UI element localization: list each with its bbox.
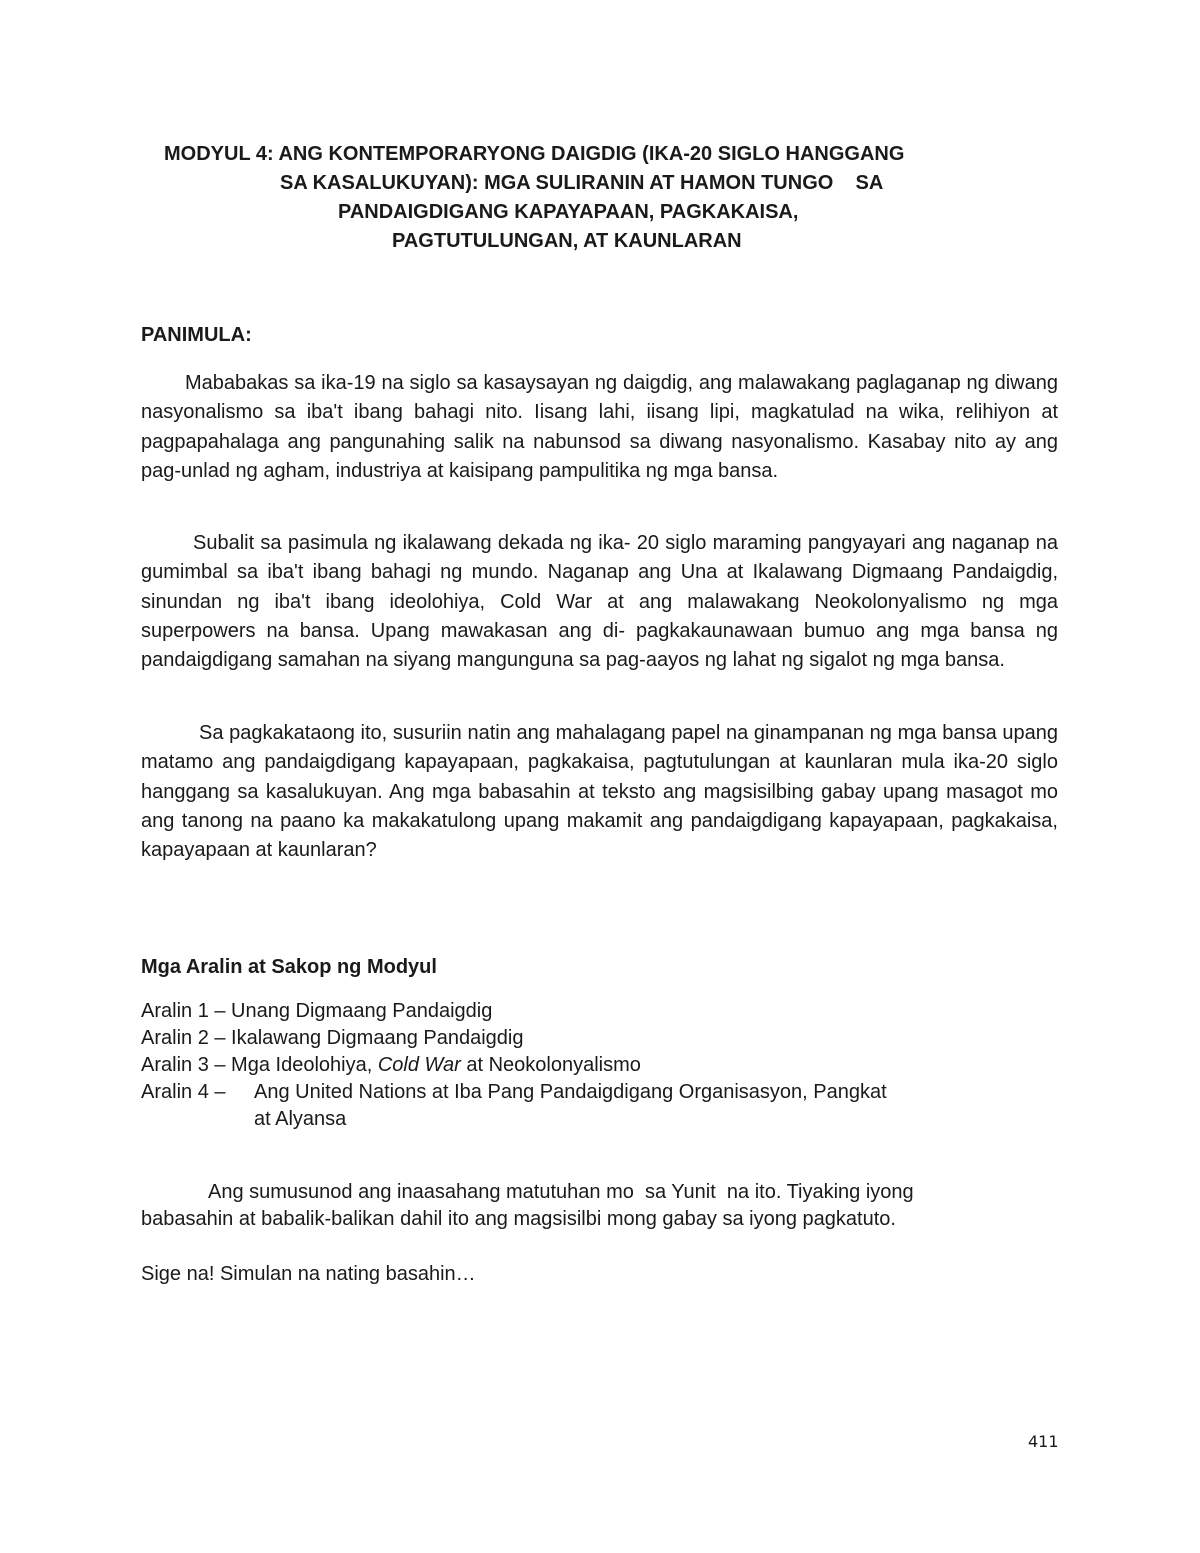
aralin-item-2: Aralin 2 – Ikalawang Digmaang Pandaigdig: [141, 1027, 524, 1049]
aralin-item-3-suffix: at Neokolonyalismo: [460, 1054, 641, 1076]
title-line-3: PANDAIGDIGANG KAPAYAPAAN, PAGKAKAISA,: [338, 201, 799, 223]
panimula-paragraph-3: Sa pagkakataong ito, susuriin natin ang mahalagang papel na ginampanan ng mga bansa upang matamo ang pandaigdigang kapayapaan, pagkakaisa, pagtutulungan at kaunlaran mula ika-20 siglo hanggang sa kasalukuyan. Ang mga babasahin at teksto ang magsisilbing gabay upang masagot mo ang tanong na paano ka makakatulong upang makamit ang pandaigdigang kapayapaan, pagkakaisa, kapayapaan at kaunlaran?: [141, 722, 1058, 862]
title-line-1: MODYUL 4: ANG KONTEMPORARYONG DAIGDIG (IKA-20 SIGLO HANGGANG: [164, 143, 905, 165]
panimula-heading: PANIMULA:: [141, 324, 252, 346]
closing-line-2: babasahin at babalik-balikan dahil ito ang magsisilbi mong gabay sa iyong pagkatuto.: [141, 1208, 896, 1230]
panimula-paragraph-1: Mababakas sa ika-19 na siglo sa kasaysayan ng daigdig, ang malawakang paglaganap ng diwang nasyonalismo sa iba't ibang bahagi nito. Iisang lahi, iisang lipi, magkatulad na wika, relihiyon at pagpapahalaga ang pangunahing salik na nabunsod sa diwang nasyonalismo. Kasabay nito ay ang pag-unlad ng agham, industriya at kaisipang pampulitika ng mga bansa.: [141, 372, 1058, 482]
page-number: 411: [1028, 1432, 1059, 1451]
aralin-item-3-prefix: Aralin 3 – Mga Ideolohiya,: [141, 1054, 378, 1076]
closing-line-3: Sige na! Simulan na nating basahin…: [141, 1263, 476, 1285]
aralin-item-3: [141, 1052, 641, 1079]
aralin-item-4-label: Aralin 4 –: [141, 1081, 232, 1103]
aralin-item-4-line-1: Ang United Nations at Iba Pang Pandaigdigang Organisasyon, Pangkat: [254, 1081, 887, 1103]
closing-line-1: Ang sumusunod ang inaasahang matutuhan mo sa Yunit na ito. Tiyaking iyong: [208, 1181, 914, 1203]
panimula-paragraph-2: Subalit sa pasimula ng ikalawang dekada ng ika- 20 siglo maraming pangyayari ang naganap na gumimbal sa iba't ibang bahagi ng mundo. Naganap ang Una at Ikalawang Digmaang Pandaigdig, sinundan ng iba't ibang ideolohiya, Cold War at ang malawakang Neokolonyalismo ng mga superpowers na bansa. Upang mawakasan ang di- pagkakaunawaan bumuo ang mga bansa ng pandaigdigang samahan na siyang mangunguna sa pag-aayos ng lahat ng sigalot ng mga bansa.: [141, 532, 1058, 672]
aralin-item-3-italic: Cold War: [377, 1054, 461, 1076]
aralin-heading: Mga Aralin at Sakop ng Modyul: [141, 956, 437, 978]
title-line-4: PAGTUTULUNGAN, AT KAUNLARAN: [392, 230, 742, 252]
aralin-item-4-line-2: at Alyansa: [254, 1108, 347, 1130]
aralin-item-1: Aralin 1 – Unang Digmaang Pandaigdig: [141, 1000, 493, 1022]
title-line-2: SA KASALUKUYAN): MGA SULIRANIN AT HAMON TUNGO SA: [280, 172, 884, 194]
